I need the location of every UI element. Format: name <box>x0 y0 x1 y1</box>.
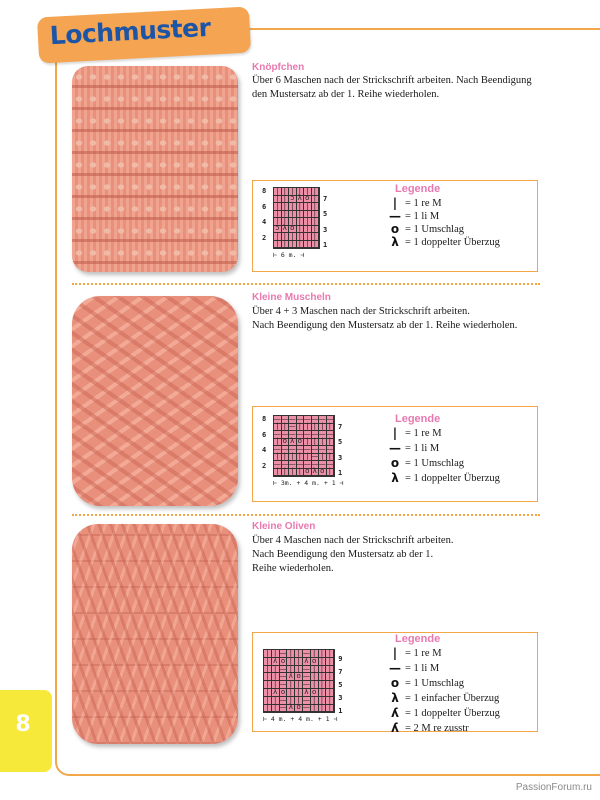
description-line: Reihe wiederholen. <box>252 563 334 574</box>
section-description-kleine-oliven <box>252 534 542 576</box>
legend-item-text: = 2 M re zusstr <box>405 722 469 734</box>
chart-cell: | <box>289 203 297 211</box>
chart-cell: | <box>264 705 272 713</box>
legend-item <box>385 721 469 735</box>
chart-cell: — <box>273 459 281 468</box>
legend-item <box>385 441 439 455</box>
section-title-kleine-muscheln: Kleine Muscheln <box>252 292 331 303</box>
chart-cell: | <box>274 439 282 447</box>
legend-item <box>385 691 499 705</box>
legend-item <box>385 676 464 690</box>
chart-cell: | <box>282 454 290 462</box>
chart-cell: | <box>304 211 312 219</box>
legend-item-text: = 1 re M <box>405 427 442 439</box>
chart-cell: — <box>281 414 289 423</box>
chart-cell: λ <box>297 196 305 204</box>
chart-cell: | <box>297 218 305 226</box>
yarn-over-icon: o <box>390 676 400 690</box>
k2tog-icon: ʎ <box>391 721 399 735</box>
chart-cell: | <box>326 697 334 705</box>
chart-cell: | <box>282 203 290 211</box>
chart-cell: | <box>295 666 303 674</box>
chart-cell: | <box>282 469 290 477</box>
page-title: Lochmuster <box>49 12 212 51</box>
chart-cell: | <box>264 697 272 705</box>
chart-cell: — <box>273 414 281 423</box>
chart-row-number-left: 2 <box>262 461 267 470</box>
chart-cell: — <box>279 680 287 689</box>
chart-cell: | <box>326 681 334 689</box>
knitting-chart-grid <box>263 649 335 713</box>
purl-stitch-icon: — <box>389 209 401 223</box>
chart-cell: | <box>282 196 290 204</box>
chart-cell: — <box>302 680 310 689</box>
chart-cell: — <box>273 444 281 453</box>
chart-row-number-left: 6 <box>262 202 267 211</box>
chart-cell: ʎ <box>303 658 311 666</box>
chart-cell: λ <box>287 705 295 713</box>
legend-item-text: = 1 doppelter Überzug <box>405 236 500 248</box>
chart-row-number-right: 5 <box>338 681 343 690</box>
section-title-kleine-oliven: Kleine Oliven <box>252 521 316 532</box>
chart-cell: | <box>287 658 295 666</box>
legend-item-text: = 1 Umschlag <box>405 677 464 689</box>
chart-cell: o <box>311 689 319 697</box>
chart-cell: | <box>304 218 312 226</box>
chart-cell: λ <box>312 469 320 477</box>
chart-cell: | <box>312 196 320 204</box>
chart-cell: — <box>296 459 304 468</box>
legend-title: Legende <box>395 413 441 425</box>
chart-cell: | <box>311 673 319 681</box>
legend-item <box>385 706 500 720</box>
chart-cell: — <box>326 444 334 453</box>
chart-cell: — <box>281 459 289 468</box>
legend-item-text: = 1 re M <box>405 647 442 659</box>
chart-row-number-right: 5 <box>338 438 343 447</box>
chart-cell: | <box>282 241 290 249</box>
chart-cell: | <box>274 454 282 462</box>
chart-cell: | <box>297 424 305 432</box>
chart-cell: | <box>312 218 320 226</box>
chart-row-number-right: 1 <box>338 469 343 478</box>
section-title-knoepfchen: Knöpfchen <box>252 62 305 73</box>
chart-cell: — <box>296 414 304 423</box>
chart-row-number-right: 1 <box>338 706 343 715</box>
legend-item <box>385 661 439 675</box>
chart-cell: — <box>302 695 310 704</box>
chart-cell: | <box>282 188 290 196</box>
chart-repeat-label: ⊢ 4 m. + 4 m. + 1 ⊣ <box>263 715 338 724</box>
chart-cell: | <box>319 705 327 713</box>
chart-cell: | <box>295 681 303 689</box>
chart-row-number-right: 9 <box>338 655 343 664</box>
chart-cell: | <box>297 211 305 219</box>
chart-cell: — <box>288 444 296 453</box>
chart-box-knoepfchen <box>252 180 538 272</box>
chart-cell: | <box>326 658 334 666</box>
chart-cell: | <box>304 203 312 211</box>
single-decrease-icon: λ <box>391 691 399 705</box>
chart-cell: — <box>326 429 334 438</box>
chart-row-number-right: 7 <box>338 422 343 431</box>
legend-item <box>385 646 442 660</box>
legend-item <box>385 235 500 249</box>
chart-cell: | <box>304 226 312 234</box>
chart-cell: | <box>274 218 282 226</box>
legend-item-text: = 1 li M <box>405 662 440 674</box>
chart-cell: λ <box>303 689 311 697</box>
chart-cell: | <box>319 681 327 689</box>
chart-cell: — <box>303 459 311 468</box>
chart-cell: — <box>311 452 319 461</box>
legend-item-text: = 1 Umschlag <box>405 457 464 469</box>
chart-cell: | <box>297 469 305 477</box>
chart-cell: | <box>319 673 327 681</box>
chart-cell: | <box>289 188 297 196</box>
chart-cell: — <box>279 703 287 712</box>
chart-cell: | <box>282 211 290 219</box>
chart-cell: | <box>319 697 327 705</box>
chart-cell: | <box>282 218 290 226</box>
chart-cell: | <box>327 454 335 462</box>
chart-cell: | <box>304 424 312 432</box>
chart-cell: | <box>327 439 335 447</box>
description-line: Nach Beendigung den Mustersatz ab der 1. <box>252 549 434 560</box>
chart-cell: | <box>312 203 320 211</box>
chart-cell: — <box>326 414 334 423</box>
chart-row-number-left: 8 <box>262 415 267 423</box>
chart-cell: | <box>282 424 290 432</box>
chart-cell: | <box>272 681 280 689</box>
legend-item <box>385 471 500 485</box>
chart-cell: — <box>296 444 304 453</box>
legend-item <box>385 426 442 440</box>
chart-cell: | <box>319 439 327 447</box>
chart-cell: ɔ <box>274 226 282 234</box>
chart-cell: | <box>274 424 282 432</box>
chart-cell: | <box>297 203 305 211</box>
watermark: PassionForum.ru <box>515 782 592 793</box>
knit-stitch-icon: | <box>392 196 398 210</box>
chart-cell: | <box>319 666 327 674</box>
chart-cell: o <box>282 439 290 447</box>
chart-cell: — <box>302 648 310 657</box>
chart-cell: | <box>274 241 282 249</box>
chart-row-number-left: 4 <box>262 218 267 226</box>
legend-item-text: = 1 re M <box>405 197 442 209</box>
legend-item <box>385 222 464 236</box>
chart-cell: | <box>326 705 334 713</box>
chart-cell: ʎ <box>272 658 280 666</box>
chart-cell: | <box>287 689 295 697</box>
chart-cell: — <box>311 414 319 423</box>
chart-cell: | <box>319 424 327 432</box>
chart-cell: | <box>297 233 305 241</box>
chart-cell: | <box>312 226 320 234</box>
legend-item-text: = 1 einfacher Überzug <box>405 692 500 704</box>
chart-row-number-right: 3 <box>338 694 343 703</box>
chart-cell: — <box>318 429 326 438</box>
chart-cell: | <box>297 226 305 234</box>
chart-cell: | <box>326 673 334 681</box>
chart-cell: | <box>311 650 319 658</box>
chart-cell: — <box>281 444 289 453</box>
chart-cell: — <box>311 444 319 453</box>
chart-cell: | <box>319 689 327 697</box>
chart-cell: o <box>280 658 288 666</box>
chart-cell: | <box>289 241 297 249</box>
page-number: 8 <box>15 712 31 737</box>
chart-cell: o <box>304 469 312 477</box>
chart-cell: o <box>319 469 327 477</box>
chart-cell: | <box>295 689 303 697</box>
chart-cell: | <box>326 650 334 658</box>
chart-cell: | <box>287 650 295 658</box>
chart-cell: | <box>264 689 272 697</box>
yarn-over-icon: o <box>390 222 400 236</box>
chart-cell: | <box>312 424 320 432</box>
chart-cell: o <box>304 196 312 204</box>
chart-cell: o <box>311 658 319 666</box>
chart-cell: | <box>272 673 280 681</box>
knitting-chart-grid <box>273 187 320 249</box>
chart-cell: — <box>288 414 296 423</box>
legend-item-text: = 1 doppelter Überzug <box>405 472 500 484</box>
chart-cell: — <box>303 429 311 438</box>
chart-cell: | <box>327 469 335 477</box>
chart-cell: | <box>289 211 297 219</box>
chart-cell: o <box>280 689 288 697</box>
chart-cell: | <box>287 681 295 689</box>
section-description-knoepfchen <box>252 74 542 102</box>
chart-cell: — <box>311 459 319 468</box>
chart-cell: | <box>264 681 272 689</box>
double-decrease-icon: λ <box>391 471 399 485</box>
chart-cell: | <box>311 697 319 705</box>
chart-cell: λ <box>282 226 290 234</box>
chart-cell: | <box>319 454 327 462</box>
yarn-over-icon: o <box>390 456 400 470</box>
chart-cell: | <box>312 188 320 196</box>
chart-cell: — <box>302 664 310 673</box>
chart-cell: | <box>326 689 334 697</box>
chart-cell: — <box>318 444 326 453</box>
chart-cell: | <box>312 241 320 249</box>
chart-repeat-label: ⊢ 6 m. ⊣ <box>273 251 305 259</box>
chart-repeat-label: ⊢ 3m. + 4 m. + 1 ⊣ <box>273 479 344 487</box>
chart-cell: | <box>274 469 282 477</box>
chart-cell: — <box>279 648 287 657</box>
chart-cell: | <box>312 439 320 447</box>
chart-cell: | <box>289 454 297 462</box>
chart-cell: | <box>272 650 280 658</box>
knit-stitch-icon: | <box>392 426 398 440</box>
chart-cell: | <box>311 705 319 713</box>
legend-item <box>385 456 464 470</box>
chart-cell: — <box>296 429 304 438</box>
chart-cell: o <box>289 226 297 234</box>
legend-item-text: = 1 Umschlag <box>405 223 464 235</box>
chart-cell: | <box>289 233 297 241</box>
chart-cell: — <box>326 459 334 468</box>
chart-cell: — <box>318 459 326 468</box>
purl-stitch-icon: — <box>389 441 401 455</box>
legend-item <box>385 209 439 223</box>
chart-cell: — <box>281 429 289 438</box>
chart-cell: | <box>264 666 272 674</box>
chart-cell: | <box>274 196 282 204</box>
swatch-knoepfchen-photo <box>72 66 238 272</box>
legend-title: Legende <box>395 633 441 645</box>
chart-cell: ɔ <box>289 196 297 204</box>
chart-row-number-right: 7 <box>338 668 343 677</box>
chart-row-number-right: 3 <box>338 453 343 462</box>
legend-item-text: = 1 li M <box>405 210 440 222</box>
chart-cell: o <box>297 439 305 447</box>
chart-cell: | <box>274 233 282 241</box>
chart-cell: — <box>288 459 296 468</box>
chart-cell: | <box>282 233 290 241</box>
chart-cell: — <box>311 429 319 438</box>
chart-box-kleine-muscheln <box>252 406 538 502</box>
section-divider <box>72 514 540 516</box>
chart-cell: — <box>302 672 310 681</box>
legend-item <box>385 196 442 210</box>
chart-cell: — <box>302 703 310 712</box>
chart-box-kleine-oliven <box>252 632 538 735</box>
chart-cell: | <box>319 658 327 666</box>
chart-cell: | <box>326 666 334 674</box>
description-line: den Mustersatz ab der 1. Reihe wiederholen. <box>252 89 440 100</box>
chart-cell: λ <box>289 439 297 447</box>
description-line: Nach Beendigung den Mustersatz ab der 1. Reihe wiederholen. <box>252 320 518 331</box>
chart-cell: | <box>297 188 305 196</box>
swatch-kleine-muscheln-photo <box>72 296 238 506</box>
chart-cell: | <box>287 697 295 705</box>
chart-row-number-right: 5 <box>323 210 328 219</box>
chart-row-number-right: 1 <box>323 241 328 250</box>
description-line: Über 4 Maschen nach der Strickschrift arbeiten. <box>252 535 454 546</box>
legend-item-text: = 1 li M <box>405 442 440 454</box>
chart-cell: | <box>304 241 312 249</box>
chart-cell: — <box>279 695 287 704</box>
knit-stitch-icon: | <box>392 646 398 660</box>
chart-cell: | <box>274 203 282 211</box>
chart-cell: | <box>304 439 312 447</box>
section-divider <box>72 283 540 285</box>
purl-stitch-icon: — <box>389 661 401 675</box>
chart-cell: | <box>272 666 280 674</box>
double-decrease-icon: λ <box>391 235 399 249</box>
chart-cell: | <box>264 658 272 666</box>
chart-cell: | <box>311 666 319 674</box>
chart-cell: | <box>295 658 303 666</box>
chart-row-number-left: 2 <box>262 233 267 242</box>
chart-cell: o <box>295 673 303 681</box>
chart-row-number-left: 4 <box>262 446 267 454</box>
chart-cell: | <box>287 666 295 674</box>
knitting-chart-grid <box>273 415 335 477</box>
chart-cell: — <box>279 672 287 681</box>
chart-cell: | <box>274 188 282 196</box>
chart-cell: — <box>288 429 296 438</box>
chart-cell: — <box>273 429 281 438</box>
chart-cell: ʎ <box>287 673 295 681</box>
description-line: Über 4 + 3 Maschen nach der Strickschrift arbeiten. <box>252 306 470 317</box>
chart-cell: | <box>304 188 312 196</box>
chart-cell: — <box>303 444 311 453</box>
chart-cell: | <box>319 650 327 658</box>
legend-item-text: = 1 doppelter Überzug <box>405 707 500 719</box>
double-decrease-icon: ʎ <box>391 706 399 720</box>
chart-row-number-left: 6 <box>262 430 267 439</box>
chart-cell: | <box>264 673 272 681</box>
swatch-kleine-oliven-photo <box>72 524 238 744</box>
chart-cell: | <box>272 697 280 705</box>
chart-row-number-left: 8 <box>262 187 267 195</box>
chart-cell: | <box>312 233 320 241</box>
chart-cell: | <box>272 705 280 713</box>
chart-cell: o <box>295 705 303 713</box>
chart-cell: | <box>312 211 320 219</box>
description-line: Über 6 Maschen nach der Strickschrift arbeiten. Nach Beendigung <box>252 75 532 86</box>
chart-cell: | <box>274 211 282 219</box>
chart-cell: | <box>295 650 303 658</box>
section-description-kleine-muscheln <box>252 305 542 333</box>
legend-title: Legende <box>395 183 441 195</box>
chart-cell: | <box>295 697 303 705</box>
chart-cell: — <box>288 422 296 431</box>
chart-cell: | <box>297 241 305 249</box>
chart-row-number-right: 3 <box>323 225 328 234</box>
chart-cell: — <box>318 414 326 423</box>
chart-cell: | <box>264 650 272 658</box>
chart-cell: | <box>311 681 319 689</box>
chart-cell: λ <box>272 689 280 697</box>
chart-cell: | <box>304 454 312 462</box>
chart-cell: | <box>304 233 312 241</box>
chart-cell: | <box>289 469 297 477</box>
chart-cell: | <box>327 424 335 432</box>
chart-cell: | <box>289 218 297 226</box>
chart-cell: | <box>297 454 305 462</box>
chart-cell: — <box>303 414 311 423</box>
chart-cell: — <box>279 664 287 673</box>
chart-row-number-right: 7 <box>323 194 328 203</box>
